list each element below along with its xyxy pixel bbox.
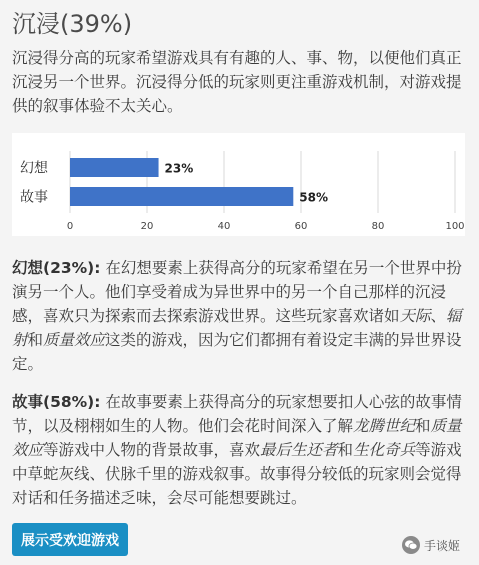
intro-paragraph: 沉浸得分高的玩家希望游戏具有有趣的人、事、物，以便他们真正沉浸另一个世界。沉浸得分低的玩家则更注重游戏机制，对游戏提供的叙事体验不太关心。 [12, 49, 462, 115]
show-popular-games-button[interactable]: 展示受欢迎游戏 [12, 523, 128, 556]
p2-segment: 和 [415, 417, 431, 435]
category-label: 故事 [20, 189, 48, 206]
p1-segment: 质量效应 [43, 331, 106, 349]
wechat-icon [402, 536, 420, 554]
x-tick-label: 80 [371, 221, 385, 232]
watermark [402, 536, 460, 554]
watermark-text: 手谈姬 [424, 538, 461, 553]
p1-segment: 在幻想要素上获得高分的玩家希望在另一个世界中扮演另一个人。他们享受着成为异世界中的另一个自己那样的沉浸感，喜欢只为探索而去探索游戏世界。这些玩家喜欢诸如 [12, 259, 462, 325]
p2-segment: 和 [337, 441, 354, 459]
p2-segment: 故事(58%): [12, 393, 101, 411]
bar-chart [12, 133, 465, 236]
p1-segment: 、 [430, 307, 447, 325]
bar-chart-svg [12, 133, 465, 236]
bar [70, 158, 159, 177]
data-label: 23% [164, 161, 194, 176]
x-tick-label: 20 [140, 221, 154, 232]
bar [70, 187, 293, 206]
p1-segment: 辐射 [12, 307, 462, 349]
p1-segment: 这类的游戏，因为它们都拥有着设定丰满的异世界设定。 [12, 331, 462, 373]
category-label: 幻想 [20, 160, 48, 177]
p2-segment: 在故事要素上获得高分的玩家想要扣人心弦的故事情节，以及栩栩如生的人物。他们会花时间深入了解 [12, 393, 462, 435]
x-tick-label: 40 [217, 221, 231, 232]
story-paragraph [12, 390, 467, 510]
p1-segment: 天际 [399, 307, 431, 325]
x-tick-label: 100 [445, 221, 465, 232]
p2-segment: 最后生还者 [260, 441, 338, 459]
section-title: 沉浸(39%) [12, 10, 133, 38]
x-tick-label: 0 [66, 221, 74, 232]
x-tick-label: 60 [294, 221, 308, 232]
data-label: 58% [299, 190, 329, 205]
fantasy-paragraph [12, 256, 467, 376]
p2-segment: 等游戏中草蛇灰线、伏脉千里的游戏叙事。故事得分较低的玩家则会觉得对话和任务描述乏味，会尽可能想要跳过。 [12, 441, 462, 507]
p1-segment: 幻想(23%): [12, 259, 101, 277]
p1-segment: 和 [27, 331, 44, 349]
p2-segment: 生化奇兵 [353, 441, 416, 459]
p2-segment: 龙腾世纪 [353, 417, 416, 435]
p2-segment: 质量效应 [12, 417, 462, 459]
p2-segment: 等游戏中人物的背景故事，喜欢 [43, 441, 261, 459]
